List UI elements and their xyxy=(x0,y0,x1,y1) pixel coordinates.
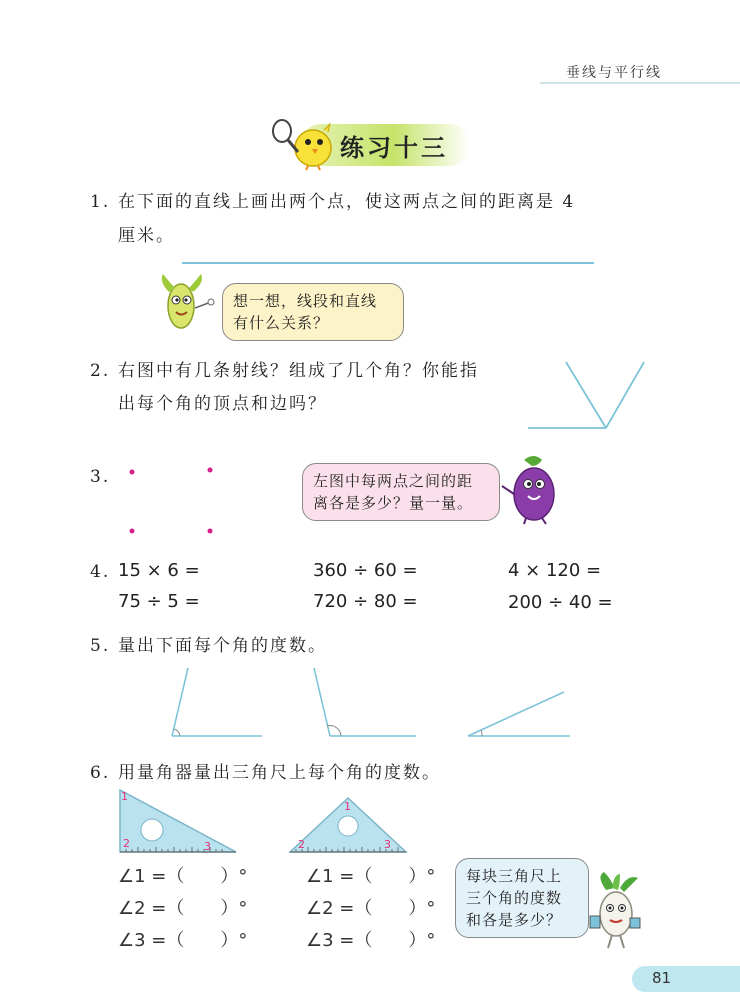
tip3-line2: 离各是多少？量一量。 xyxy=(313,494,474,512)
q4-item-6: 200 ÷ 40 = xyxy=(508,592,613,613)
exercise-title: 练习十三 xyxy=(340,133,448,162)
q4-number: 4. xyxy=(90,562,111,582)
q5-number: 5. xyxy=(90,636,111,656)
chick-tennis-icon xyxy=(268,118,338,170)
page-number-tab xyxy=(632,966,740,992)
q6-number: 6. xyxy=(90,763,111,783)
set-square-iso-label-3: 3 xyxy=(384,838,391,851)
eggplant-mascot-icon xyxy=(500,452,570,526)
set-square-right-label-3: 3 xyxy=(204,840,211,853)
q6-left-answer-1[interactable]: ∠1 =（ ）° xyxy=(118,866,248,887)
q4-item-2: 360 ÷ 60 = xyxy=(313,560,418,581)
q4-item-1: 15 × 6 = xyxy=(118,560,200,581)
radish-mascot-icon xyxy=(584,872,648,950)
rays-figure xyxy=(526,358,656,434)
q6-right-answer-1[interactable]: ∠1 =（ ）° xyxy=(306,866,436,887)
tip1-bubble xyxy=(222,283,404,341)
q6-right-answer-3[interactable]: ∠3 =（ ）° xyxy=(306,930,436,951)
q6-left-answer-3[interactable]: ∠3 =（ ）° xyxy=(118,930,248,951)
q6-text: 用量角器量出三角尺上每个角的度数。 xyxy=(118,763,441,783)
tip6-line2: 三个角的度数 xyxy=(466,889,563,907)
tip6-line1: 每块三角尺上 xyxy=(466,867,563,885)
tip6-bubble xyxy=(455,858,589,938)
set-square-right-label-2: 2 xyxy=(123,837,130,850)
angle-figure-1[interactable] xyxy=(166,664,266,740)
q2-line2: 出每个角的顶点和边吗？ xyxy=(118,394,327,414)
chapter-header: 垂线与平行线 xyxy=(566,65,662,81)
tip3-line1: 左图中每两点之间的距 xyxy=(313,472,474,490)
q3-points xyxy=(120,460,230,540)
tip3-bubble xyxy=(302,463,500,521)
set-square-right-label-1: 1 xyxy=(121,790,128,803)
tip1-line1: 想一想，线段和直线 xyxy=(233,292,378,310)
q1-line2: 厘米。 xyxy=(118,226,175,246)
q1-straight-line[interactable] xyxy=(182,262,594,264)
q1-number: 1. xyxy=(90,192,111,212)
angle-figure-2[interactable] xyxy=(310,664,420,740)
tip1-line2: 有什么关系？ xyxy=(233,314,330,332)
q2-line1: 右图中有几条射线？组成了几个角？你能指 xyxy=(118,361,479,381)
q4-item-5: 720 ÷ 80 = xyxy=(313,591,418,612)
page-number: 81 xyxy=(652,969,672,987)
q4-item-3: 4 × 120 = xyxy=(508,560,602,581)
header-rule xyxy=(540,82,740,84)
q2-number: 2. xyxy=(90,361,111,381)
q4-item-4: 75 ÷ 5 = xyxy=(118,591,200,612)
tip6-line3: 和各是多少？ xyxy=(466,911,563,929)
q1-line1: 在下面的直线上画出两个点，使这两点之间的距离是 4 xyxy=(118,192,576,212)
q5-text: 量出下面每个角的度数。 xyxy=(118,636,327,656)
corn-mascot-icon xyxy=(155,272,215,338)
angle-figure-3[interactable] xyxy=(464,688,574,740)
set-square-right[interactable] xyxy=(116,786,242,858)
q6-right-answer-2[interactable]: ∠2 =（ ）° xyxy=(306,898,436,919)
q6-left-answer-2[interactable]: ∠2 =（ ）° xyxy=(118,898,248,919)
set-square-iso-label-2: 2 xyxy=(298,838,305,851)
set-square-iso-label-1: 1 xyxy=(344,800,351,813)
q3-number: 3. xyxy=(90,467,111,487)
